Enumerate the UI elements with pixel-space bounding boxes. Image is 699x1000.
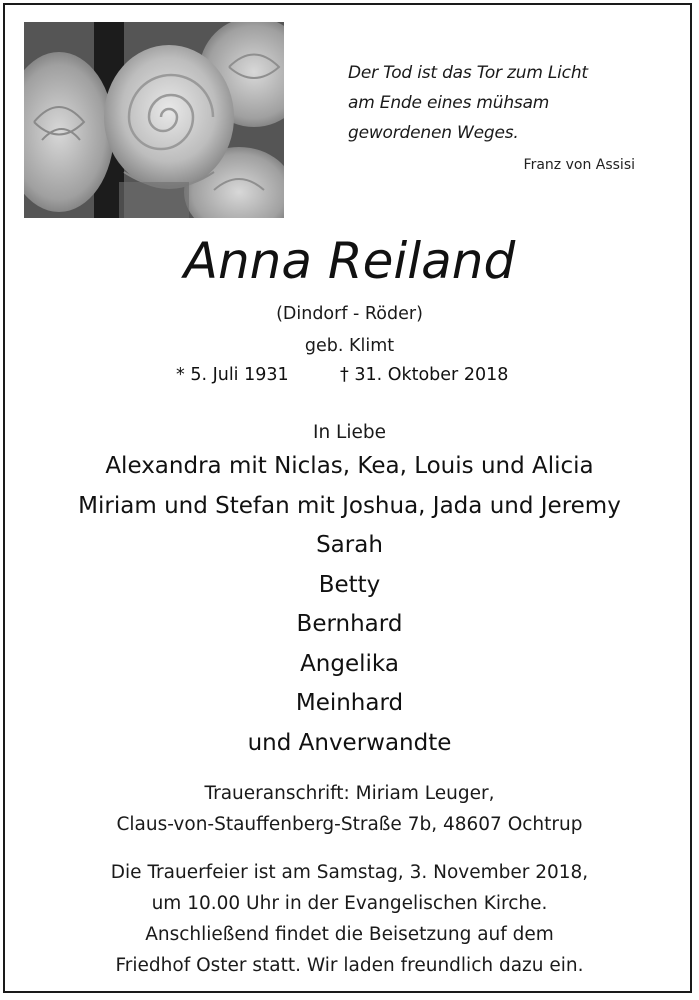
quote-author: Franz von Assisi	[523, 157, 635, 173]
ceremony-line-1: Die Trauerfeier ist am Samstag, 3. November 2018,	[110, 862, 589, 883]
quote-line-2: am Ende eines mühsam	[348, 93, 550, 113]
birth-date: * 5. Juli 1931	[176, 365, 289, 385]
mourner-line: Meinhard	[295, 690, 404, 716]
mourner-line: Alexandra mit Niclas, Kea, Louis und Alicia	[105, 453, 594, 479]
mourner-line: Miriam und Stefan mit Joshua, Jada und Jeremy	[78, 493, 621, 519]
quote	[348, 58, 668, 148]
deceased-name: Anna Reiland	[183, 232, 516, 290]
roses-photo	[24, 22, 284, 218]
deceased-birth-name: geb. Klimt	[304, 336, 395, 356]
ceremony-line-2: um 10.00 Uhr in der Evangelischen Kirche.	[151, 893, 548, 914]
death-date: † 31. Oktober 2018	[340, 365, 509, 385]
address-line-2: Claus-von-Stauffenberg-Straße 7b, 48607 Ochtrup	[116, 814, 583, 835]
mourner-line: Sarah	[316, 532, 383, 558]
deceased-place: (Dindorf - Röder)	[276, 304, 423, 324]
mourners-intro: In Liebe	[312, 422, 386, 443]
quote-line-1: Der Tod ist das Tor zum Licht	[348, 63, 588, 83]
mourner-line: und Anverwandte	[247, 730, 452, 756]
roses-image	[24, 22, 284, 218]
mourner-line: Angelika	[300, 651, 399, 677]
mourner-line: Betty	[318, 572, 381, 598]
address-line-1: Traueranschrift: Miriam Leuger,	[204, 783, 495, 804]
ceremony-line-4: Friedhof Oster statt. Wir laden freundlich dazu ein.	[115, 955, 584, 976]
ceremony-line-3: Anschließend findet die Beisetzung auf dem	[145, 924, 554, 945]
quote-line-3: gewordenen Weges.	[348, 123, 519, 143]
mourner-line: Bernhard	[296, 611, 403, 637]
